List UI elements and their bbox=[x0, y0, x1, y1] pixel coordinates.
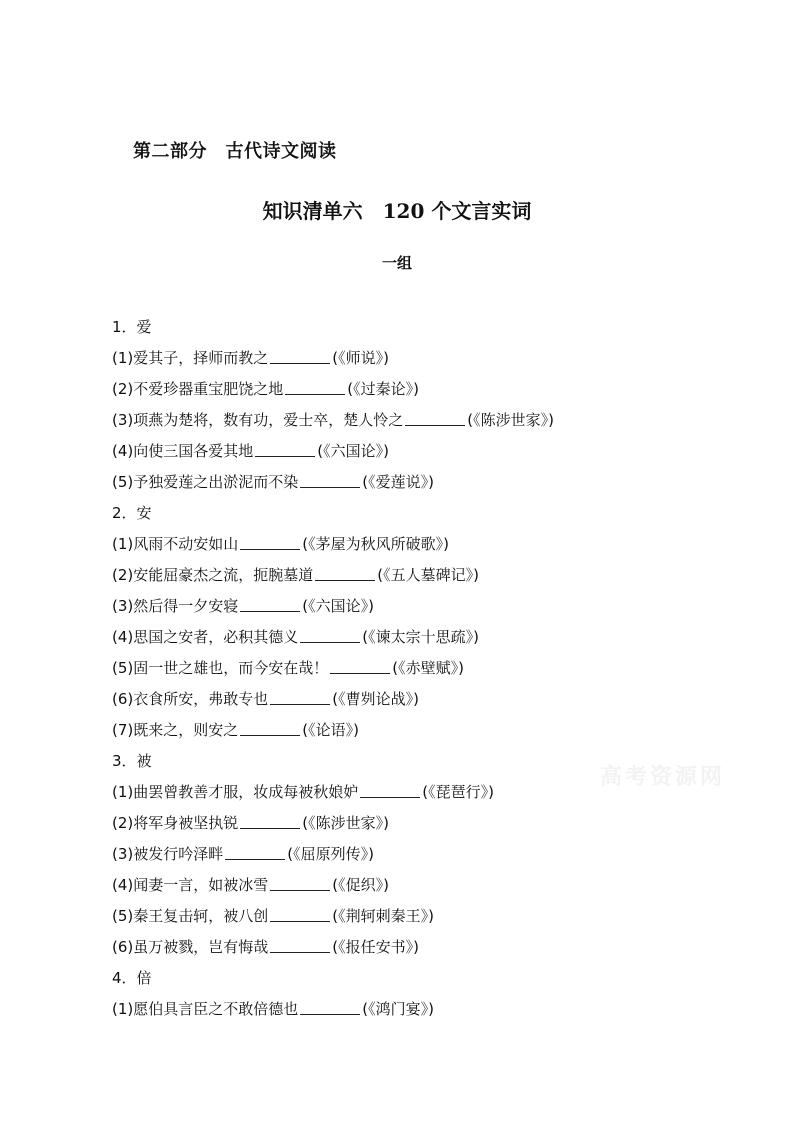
part-heading: 第二部分 古代诗文阅读 bbox=[133, 141, 337, 162]
list-item bbox=[112, 994, 712, 1025]
list-item bbox=[112, 684, 712, 715]
answer-blank[interactable] bbox=[315, 562, 375, 581]
answer-blank[interactable] bbox=[285, 376, 345, 395]
list-item bbox=[112, 529, 712, 560]
sentence-text: (5)秦王复击轲，被八创 bbox=[112, 907, 269, 925]
list-item bbox=[112, 715, 712, 746]
list-item bbox=[112, 467, 712, 498]
source-text: (《促织》) bbox=[332, 876, 389, 894]
answer-blank[interactable] bbox=[270, 345, 330, 364]
list-item bbox=[112, 436, 712, 467]
sentence-text: (1)曲罢曾教善才服，妆成每被秋娘妒 bbox=[112, 783, 359, 801]
list-item bbox=[112, 374, 712, 405]
list-item bbox=[112, 343, 712, 374]
source-text: (《谏太宗十思疏》) bbox=[362, 628, 479, 646]
source-text: (《屈原列传》) bbox=[287, 845, 374, 863]
sentence-text: (2)将军身被坚执锐 bbox=[112, 814, 239, 832]
answer-blank[interactable] bbox=[300, 469, 360, 488]
source-text: (《荆轲刺秦王》) bbox=[332, 907, 434, 925]
answer-blank[interactable] bbox=[330, 655, 390, 674]
source-text: (《赤壁赋》) bbox=[392, 659, 464, 677]
answer-blank[interactable] bbox=[240, 531, 300, 550]
source-text: (《六国论》) bbox=[317, 442, 389, 460]
list-item bbox=[112, 808, 712, 839]
list-item bbox=[112, 653, 712, 684]
source-text: (《报任安书》) bbox=[332, 938, 419, 956]
answer-blank[interactable] bbox=[225, 841, 285, 860]
section-heading: 4．倍 bbox=[112, 969, 152, 987]
answer-blank[interactable] bbox=[300, 624, 360, 643]
list-item bbox=[112, 932, 712, 963]
answer-blank[interactable] bbox=[270, 686, 330, 705]
source-text: (《爱莲说》) bbox=[362, 473, 434, 491]
sentence-text: (3)项燕为楚将，数有功，爱士卒，楚人怜之 bbox=[112, 411, 404, 429]
sentence-text: (1)风雨不动安如山 bbox=[112, 535, 239, 553]
sentence-text: (4)闻妻一言，如被冰雪 bbox=[112, 876, 269, 894]
list-item bbox=[112, 777, 712, 808]
sentence-text: (4)思国之安者，必积其德义 bbox=[112, 628, 299, 646]
section-heading: 2．安 bbox=[112, 504, 152, 522]
list-item bbox=[112, 870, 712, 901]
source-text: (《陈涉世家》) bbox=[302, 814, 389, 832]
answer-blank[interactable] bbox=[255, 438, 315, 457]
sentence-text: (5)予独爱莲之出淤泥而不染 bbox=[112, 473, 299, 491]
section-heading: 3．被 bbox=[112, 752, 152, 770]
source-text: (《五人墓碑记》) bbox=[377, 566, 479, 584]
source-text: (《论语》) bbox=[302, 721, 359, 739]
entry-list bbox=[112, 312, 712, 1025]
list-item bbox=[112, 622, 712, 653]
list-item bbox=[112, 901, 712, 932]
answer-blank[interactable] bbox=[300, 996, 360, 1015]
source-text: (《师说》) bbox=[332, 349, 389, 367]
sentence-text: (2)安能屈豪杰之流，扼腕墓道 bbox=[112, 566, 314, 584]
section-heading: 1．爱 bbox=[112, 318, 152, 336]
watermark: 高考资源网 bbox=[600, 764, 726, 790]
source-text: (《六国论》) bbox=[302, 597, 374, 615]
answer-blank[interactable] bbox=[270, 934, 330, 953]
answer-blank[interactable] bbox=[240, 810, 300, 829]
answer-blank[interactable] bbox=[270, 872, 330, 891]
group-heading: 一组 bbox=[381, 254, 412, 272]
list-item bbox=[112, 560, 712, 591]
sentence-text: (6)虽万被戮，岂有悔哉 bbox=[112, 938, 269, 956]
list-item bbox=[112, 839, 712, 870]
sentence-text: (1)爱其子，择师而教之 bbox=[112, 349, 269, 367]
sentence-text: (3)被发行吟泽畔 bbox=[112, 845, 224, 863]
sentence-text: (2)不爱珍器重宝肥饶之地 bbox=[112, 380, 284, 398]
answer-blank[interactable] bbox=[240, 593, 300, 612]
source-text: (《鸿门宴》) bbox=[362, 1000, 434, 1018]
list-item bbox=[112, 405, 712, 436]
answer-blank[interactable] bbox=[360, 779, 420, 798]
page-title: 知识清单六 120 个文言实词 bbox=[262, 199, 532, 223]
list-item bbox=[112, 591, 712, 622]
source-text: (《琵琶行》) bbox=[422, 783, 494, 801]
sentence-text: (6)衣食所安，弗敢专也 bbox=[112, 690, 269, 708]
source-text: (《陈涉世家》) bbox=[467, 411, 554, 429]
source-text: (《曹刿论战》) bbox=[332, 690, 419, 708]
answer-blank[interactable] bbox=[240, 717, 300, 736]
sentence-text: (5)固一世之雄也，而今安在哉！ bbox=[112, 659, 329, 677]
sentence-text: (4)向使三国各爱其地 bbox=[112, 442, 254, 460]
source-text: (《茅屋为秋风所破歌》) bbox=[302, 535, 449, 553]
source-text: (《过秦论》) bbox=[347, 380, 419, 398]
sentence-text: (1)愿伯具言臣之不敢倍德也 bbox=[112, 1000, 299, 1018]
sentence-text: (3)然后得一夕安寝 bbox=[112, 597, 239, 615]
answer-blank[interactable] bbox=[270, 903, 330, 922]
answer-blank[interactable] bbox=[405, 407, 465, 426]
sentence-text: (7)既来之，则安之 bbox=[112, 721, 239, 739]
